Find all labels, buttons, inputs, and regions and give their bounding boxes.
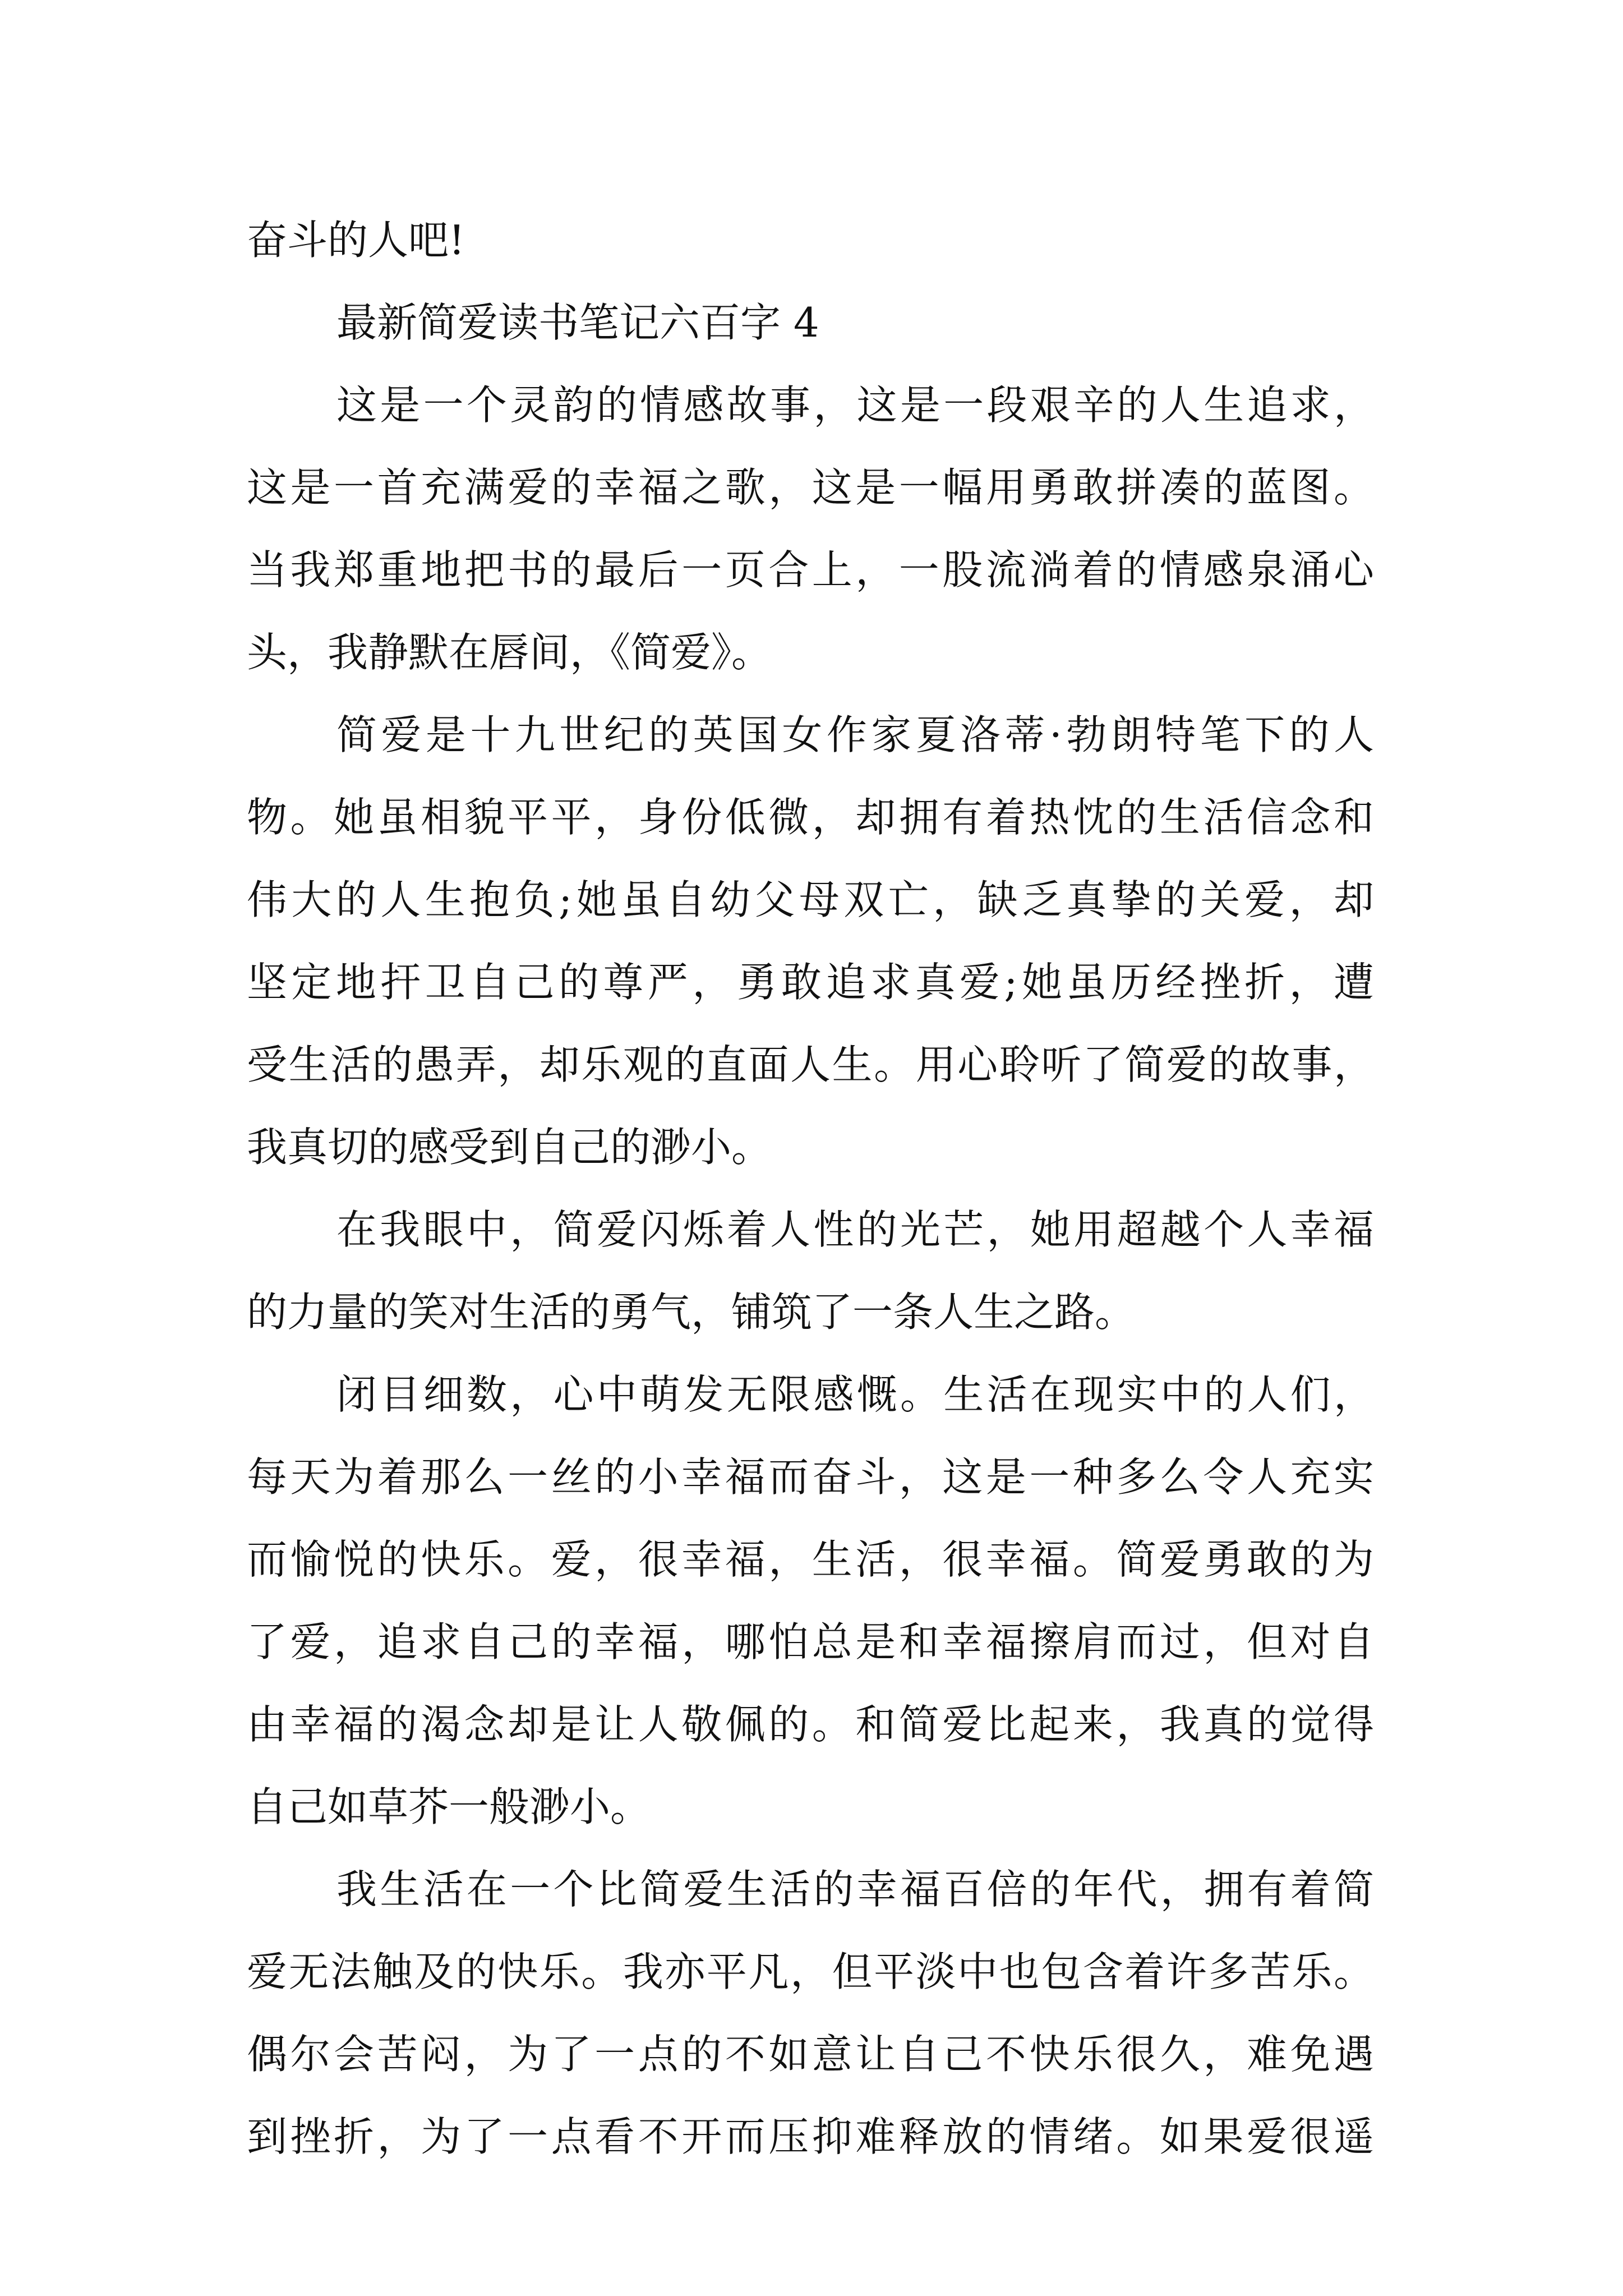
text-line: 的力量的笑对生活的勇气，铺筑了一条人生之路。 — [247, 1289, 1136, 1336]
body-text — [247, 199, 1374, 2178]
text-line: 而愉悦的快乐。爱，很幸福，生活，很幸福。简爱勇敢的为 — [247, 1536, 1374, 1583]
text-line: 当我郑重地把书的最后一页合上，一股流淌着的情感泉涌心 — [247, 546, 1374, 593]
text-line: 爱无法触及的快乐。我亦平凡，但平淡中也包含着许多苦乐。 — [247, 1948, 1374, 1995]
text-line: 自己如草芥一般渺小。 — [247, 1783, 651, 1830]
text-line: 我真切的感受到自己的渺小。 — [247, 1124, 772, 1171]
text-line: 这是一个灵韵的情感故事，这是一段艰辛的人生追求， — [336, 381, 1374, 429]
section-heading: 最新简爱读书笔记六百字 4 — [336, 299, 819, 346]
text-line: 偶尔会苦闷，为了一点的不如意让自己不快乐很久，难免遇 — [247, 2031, 1374, 2078]
text-line: 到挫折，为了一点看不开而压抑难释放的情绪。如果爱很遥 — [247, 2113, 1374, 2160]
text-line: 坚定地扞卫自己的尊严，勇敢追求真爱;她虽历经挫折，遭 — [247, 959, 1374, 1006]
text-line: 这是一首充满爱的幸福之歌，这是一幅用勇敢拼凑的蓝图。 — [247, 464, 1374, 511]
text-line: 奋斗的人吧! — [247, 217, 465, 264]
text-line: 了爱，追求自己的幸福，哪怕总是和幸福擦肩而过，但对自 — [247, 1618, 1374, 1665]
text-line: 由幸福的渴念却是让人敬佩的。和简爱比起来，我真的觉得 — [247, 1701, 1374, 1748]
text-line: 闭目细数，心中萌发无限感慨。生活在现实中的人们， — [336, 1371, 1374, 1418]
text-line: 物。她虽相貌平平，身份低微，却拥有着热忱的生活信念和 — [247, 794, 1374, 841]
text-line: 每天为着那么一丝的小幸福而奋斗，这是一种多么令人充实 — [247, 1453, 1374, 1501]
text-line: 伟大的人生抱负;她虽自幼父母双亡，缺乏真挚的关爱，却 — [247, 876, 1374, 923]
text-line: 简爱是十九世纪的英国女作家夏洛蒂·勃朗特笔下的人 — [336, 711, 1374, 758]
text-line: 头，我静默在唇间，《简爱》。 — [247, 629, 772, 676]
text-line: 受生活的愚弄，却乐观的直面人生。用心聆听了简爱的故事， — [247, 1041, 1374, 1088]
text-line: 在我眼中，简爱闪烁着人性的光芒，她用超越个人幸福 — [336, 1206, 1374, 1253]
text-line: 我生活在一个比简爱生活的幸福百倍的年代，拥有着简 — [336, 1866, 1374, 1913]
